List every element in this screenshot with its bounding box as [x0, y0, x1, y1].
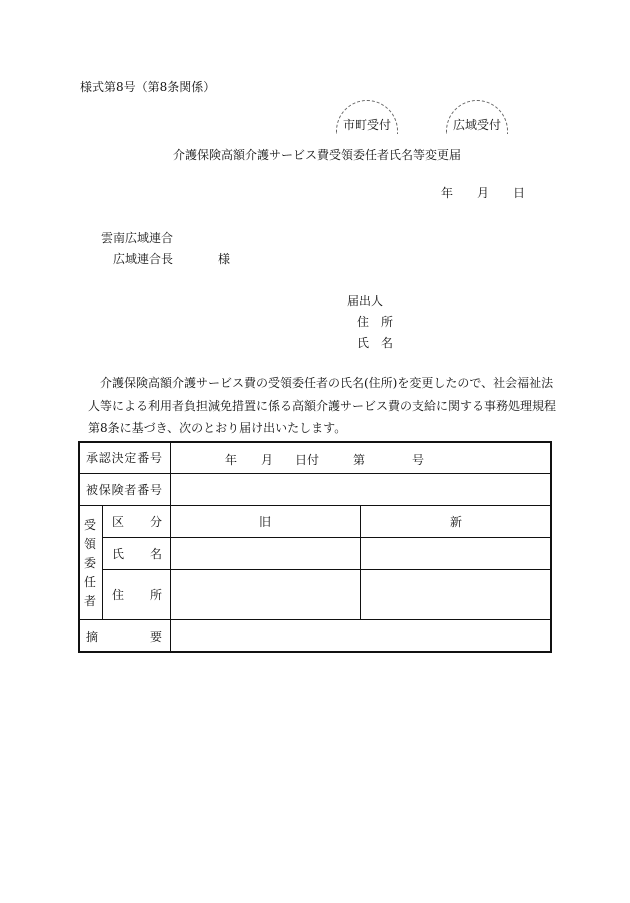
old-header: 旧	[258, 514, 271, 529]
division-label: 区 分	[112, 514, 162, 529]
insured-number-label: 被 保 険 者 番 号	[86, 482, 162, 497]
approval-number-label: 承 認 決 定 番 号	[86, 450, 162, 465]
new-header: 新	[449, 514, 462, 529]
addressee-chief: 広域連合長	[113, 252, 174, 266]
addressee-org: 雲南広域連合	[101, 231, 174, 245]
union-reception-stamp	[446, 100, 508, 134]
body-line-1: 介護保険高額介護サービス費の受領委任者の氏名(住所)を変更したので、社会福祉法	[100, 376, 554, 390]
approval-date: 日付	[295, 453, 320, 467]
body-line-3: 第8条に基づき、次のとおり届け出いたします。	[88, 421, 347, 435]
approval-year: 年	[225, 453, 238, 467]
body-line-2: 人等による利用者負担減免措置に係る高額介護サービス費の支給に関する事務処理規程	[88, 399, 557, 413]
proxy-name-label: 氏 名	[112, 546, 162, 561]
form-number: 様式第8号（第8条関係）	[80, 80, 216, 94]
union-reception-label: 広域受付	[452, 118, 501, 132]
form-table	[78, 441, 552, 653]
approval-dai: 第	[353, 453, 366, 467]
proxy-address-label: 住 所	[112, 587, 162, 602]
applicant-name-label: 氏 名	[357, 336, 394, 350]
date-month: 月	[477, 186, 490, 200]
document-title: 介護保険高額介護サービス費受領委任者氏名等変更届	[173, 148, 462, 162]
applicant-address-label: 住 所	[357, 315, 394, 329]
proxy-label: 受 領 委 任 者	[83, 517, 96, 608]
date-year: 年	[441, 186, 454, 200]
date-day: 日	[513, 186, 526, 200]
approval-month: 月	[261, 453, 274, 467]
summary-label: 摘 要	[86, 629, 162, 644]
applicant-label: 届出人	[347, 294, 384, 308]
city-reception-stamp	[336, 100, 398, 134]
rule	[170, 441, 171, 653]
addressee-honorific: 様	[218, 252, 231, 266]
city-reception-label: 市町受付	[342, 118, 391, 132]
approval-go: 号	[412, 453, 425, 467]
